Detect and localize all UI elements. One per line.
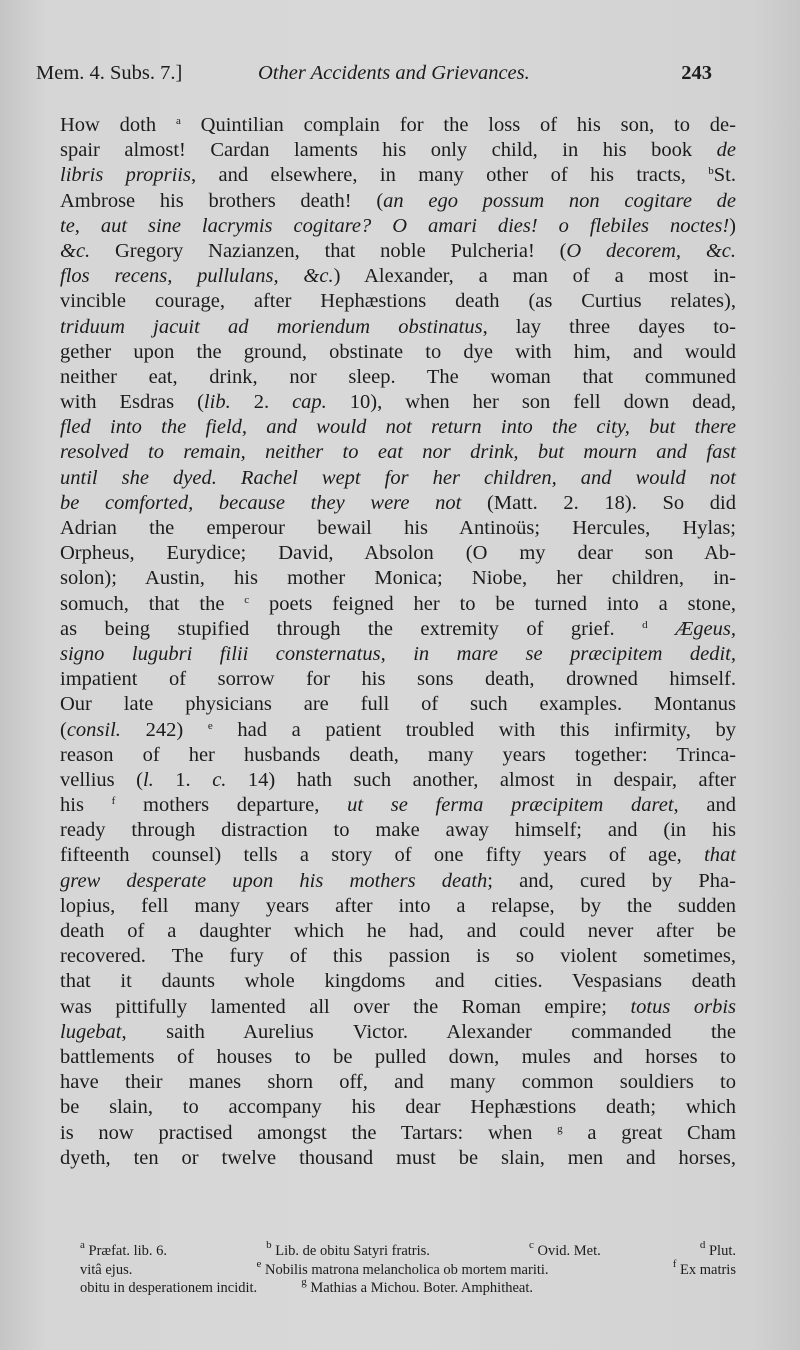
text-line: gether upon the ground, obstinate to dye with him, and would bbox=[60, 340, 736, 363]
footnote-mark: a bbox=[80, 1239, 85, 1251]
text-line: te, aut sine lacrymis cogitare? O amari dies! o flebiles noctes!) bbox=[60, 214, 736, 237]
footnote-mark: f bbox=[672, 1257, 677, 1270]
footnote-text: Ex matris bbox=[680, 1261, 736, 1278]
running-title: Other Accidents and Grievances. bbox=[258, 62, 530, 84]
text-line: Our late physicians are full of such examples. Montanus bbox=[60, 693, 736, 716]
footnote-text: vitâ ejus. bbox=[80, 1261, 133, 1278]
footnotes bbox=[80, 1239, 736, 1298]
footnote bbox=[672, 1257, 736, 1280]
footnote-text: Præfat. lib. 6. bbox=[88, 1243, 168, 1259]
text-line: death of a daughter which he had, and could never after be bbox=[60, 920, 736, 942]
text-line: battlements of houses to be pulled down, mules and horses to bbox=[60, 1045, 736, 1068]
footnote-mark: c bbox=[529, 1239, 534, 1251]
text-line: flos recens, pullulans, &c.) Alexander, a man of a most in- bbox=[60, 265, 736, 288]
text-line: Orpheus, Eurydice; David, Absolon (O my dear son Ab- bbox=[60, 542, 736, 565]
text-line: until she dyed. Rachel wept for her children, and would not bbox=[60, 466, 736, 489]
text-line: lopius, fell many years after into a relapse, by the sudden bbox=[60, 894, 736, 917]
text-line: recovered. The fury of this passion is so violent sometimes, bbox=[60, 945, 736, 968]
text-line: grew desperate upon his mothers death; and, cured by Pha- bbox=[60, 869, 736, 892]
text-line: solon); Austin, his mother Monica; Niobe, her children, in- bbox=[60, 567, 736, 590]
page-number: 243 bbox=[681, 62, 712, 84]
footnote-mark: e bbox=[256, 1257, 262, 1270]
footnote-text: Plut. bbox=[708, 1243, 736, 1259]
text-line: triduum jacuit ad moriendum obstinatus, lay three dayes to- bbox=[60, 315, 736, 338]
text-line: be slain, to accompany his dear Hephæstions death; which bbox=[60, 1096, 736, 1119]
text-line: How doth $^a$ Quintilian complain for the loss of his son, to de- bbox=[60, 114, 736, 136]
footnote-mark: g bbox=[301, 1276, 307, 1288]
body-text bbox=[60, 113, 736, 1171]
text-line: his $^f$ mothers departure, ut se ferma præcipitem daret, and bbox=[60, 794, 736, 817]
section-reference: Mem. 4. Subs. 7.] bbox=[36, 62, 183, 84]
footnote-mark: b bbox=[266, 1239, 272, 1251]
text-line: vellius (l. 1. c. 14) hath such another, almost in despair, after bbox=[60, 768, 736, 791]
footnote-mark: d bbox=[699, 1239, 706, 1251]
text-line: ready through distraction to make away himself; and (in his bbox=[60, 819, 736, 842]
footnote bbox=[80, 1261, 132, 1280]
footnote-text: Nobilis matrona melancholica ob mortem mariti. bbox=[265, 1261, 549, 1278]
text-line: resolved to remain, neither to eat nor drink, but mourn and fast bbox=[60, 441, 736, 464]
text-line: libris propriis, and elsewhere, in many other of his tracts, $^b$St. bbox=[60, 164, 736, 187]
text-line: with Esdras (lib. 2. cap. 10), when her son fell down dead, bbox=[60, 391, 736, 414]
footnote bbox=[80, 1279, 257, 1298]
footnote-text: Mathias a Michou. Boter. Amphitheat. bbox=[310, 1280, 534, 1296]
text-line: &c. Gregory Nazianzen, that noble Pulcheria! (O decorem, &c. bbox=[60, 239, 736, 262]
text-line: was pittifully lamented all over the Roman empire; totus orbis bbox=[60, 995, 736, 1018]
text-line: that it daunts whole kingdoms and cities. Vespasians death bbox=[60, 970, 736, 993]
text-line: spair almost! Cardan laments his only child, in his book de bbox=[60, 139, 736, 162]
text-line: lugebat, saith Aurelius Victor. Alexander commanded the bbox=[60, 1020, 736, 1043]
text-line: Ambrose his brothers death! (an ego possum non cogitare de bbox=[60, 189, 736, 212]
text-line: as being stupified through the extremity of grief. $^d$ Ægeus, bbox=[60, 617, 736, 640]
footnote-text: obitu in desperationem incidit. bbox=[80, 1280, 258, 1296]
text-line: signo lugubri filii consternatus, in mare se præcipitem dedit, bbox=[60, 642, 736, 665]
text-line: (consil. 242) $^e$ had a patient troubled with this infirmity, by bbox=[60, 718, 736, 741]
footnote bbox=[266, 1239, 430, 1261]
footnote-row bbox=[80, 1276, 736, 1298]
text-line: vincible courage, after Hephæstions death (as Curtius relates), bbox=[60, 290, 736, 313]
footnote-text: Ovid. Met. bbox=[537, 1243, 601, 1259]
footnote bbox=[301, 1276, 534, 1298]
text-line: somuch, that the $^c$ poets feigned her to be turned into a stone, bbox=[60, 592, 736, 615]
text-line: fifteenth counsel) tells a story of one fifty years of age, that bbox=[60, 844, 736, 867]
footnote-text: Lib. de obitu Satyri fratris. bbox=[275, 1243, 430, 1259]
text-line: be comforted, because they were not (Matt. 2. 18). So did bbox=[60, 491, 737, 514]
footnote-row bbox=[80, 1257, 736, 1280]
footnote bbox=[80, 1239, 168, 1261]
text-line: reason of her husbands death, many years together: Trinca- bbox=[60, 743, 736, 766]
text-line: dyeth, ten or twelve thousand must be slain, men and horses, bbox=[60, 1146, 736, 1169]
text-line: impatient of sorrow for his sons death, drowned himself. bbox=[60, 668, 736, 691]
text-line: have their manes shorn off, and many common souldiers to bbox=[60, 1071, 736, 1094]
text-line: fled into the field, and would not return into the city, but there bbox=[60, 416, 736, 439]
text-line: is now practised amongst the Tartars: when $^g$ a great Cham bbox=[60, 1121, 736, 1144]
text-line: Adrian the emperour bewail his Antinoüs; Hercules, Hylas; bbox=[60, 517, 736, 539]
text-line: neither eat, drink, nor sleep. The woman that communed bbox=[60, 365, 736, 388]
footnote-row bbox=[80, 1239, 736, 1261]
footnote bbox=[699, 1239, 736, 1261]
footnote bbox=[529, 1239, 601, 1261]
